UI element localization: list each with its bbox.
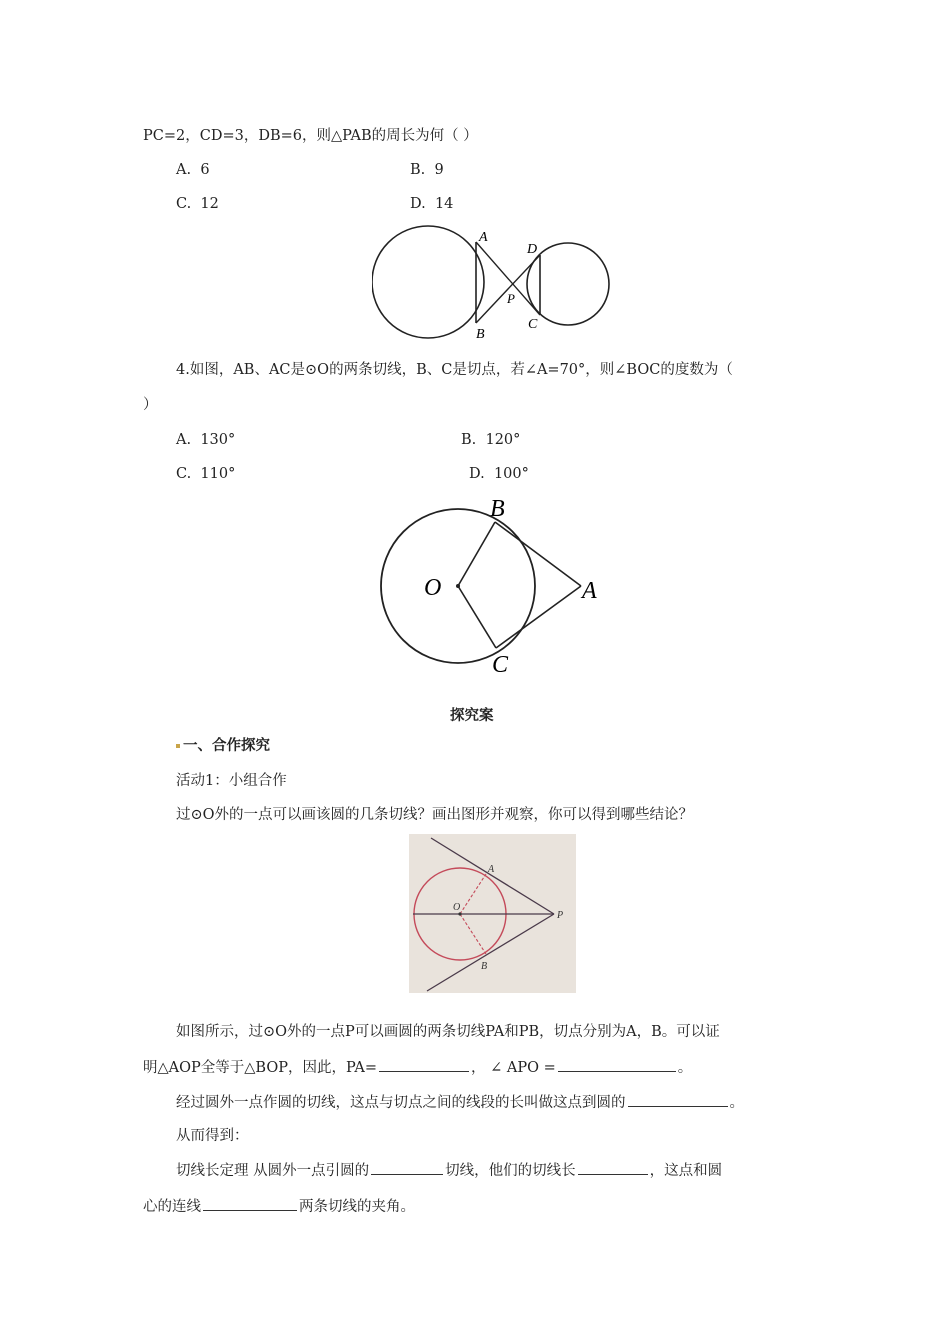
two-circles-figure <box>372 222 617 344</box>
q3-option-d: D. 14 <box>410 196 454 212</box>
blank-equal[interactable] <box>578 1160 648 1175</box>
q4-stem-cont: ） <box>143 397 158 413</box>
section-title: 探究案 <box>450 708 494 724</box>
label-a: A <box>479 230 488 245</box>
paragraph-2: 经过圆外一点作圆的切线，这点与切点之间的线段的长叫做这点到圆的 。 <box>176 1092 744 1113</box>
bullet-marker <box>176 744 180 748</box>
q4-stem: 4.如图，AB、AC是⊙O的两条切线，B、C是切点，若∠A=70°，则∠BOC的度数为（ <box>176 362 733 378</box>
q3-option-c: C. 12 <box>176 196 219 212</box>
q4-option-b: B. 120° <box>461 432 521 448</box>
blank-tangent-length[interactable] <box>628 1092 728 1107</box>
label-o: O <box>453 902 461 913</box>
tangent-ca <box>496 586 581 648</box>
q3-option-b: B. 9 <box>410 162 444 178</box>
label-a: A <box>488 864 495 875</box>
q3-stem: PC=2，CD=3，DB=6，则△PAB的周长为何（ ） <box>143 128 478 144</box>
label-c: C <box>492 652 509 678</box>
label-p: P <box>507 291 515 306</box>
theorem-line-2: 心的连线 两条切线的夹角。 <box>143 1196 415 1217</box>
blank-two[interactable] <box>371 1160 443 1175</box>
blank-apo[interactable] <box>558 1057 676 1072</box>
radius-oc <box>458 586 496 648</box>
activity-label: 活动1：小组合作 <box>176 773 287 789</box>
q3-option-a: A. 6 <box>176 162 210 178</box>
activity-question: 过⊙O外的一点可以画该圆的几条切线？画出图形并观察，你可以得到哪些结论？ <box>176 807 694 823</box>
blank-bisects[interactable] <box>203 1196 297 1211</box>
label-d: D <box>527 242 538 257</box>
circle-tangents-figure <box>378 490 608 680</box>
blank-pa[interactable] <box>379 1057 469 1072</box>
label-a: A <box>582 578 597 604</box>
theorem-line-1: 切线长定理 从圆外一点引圆的 切线，他们的切线长 ，这点和圆 <box>176 1160 722 1181</box>
paragraph-3: 从而得到： <box>176 1128 249 1144</box>
label-o: O <box>424 575 442 601</box>
paragraph-1-line-1: 如图所示，过⊙O外的一点P可以画圆的两条切线PA和PB，切点分别为A，B。可以证 <box>176 1024 720 1040</box>
section-heading: 一、合作探究 <box>176 736 270 756</box>
label-b: B <box>476 327 485 342</box>
q4-option-c: C. 110° <box>176 466 236 482</box>
label-b: B <box>490 496 505 522</box>
big-circle <box>372 226 484 338</box>
tangent-ba <box>495 522 581 586</box>
center-point <box>456 584 460 588</box>
radius-ob <box>458 522 495 586</box>
label-c: C <box>528 317 538 332</box>
tangent-bd <box>476 255 540 323</box>
q4-option-a: A. 130° <box>176 432 236 448</box>
paragraph-1-line-2: 明△AOP全等于△BOP，因此，PA= ， ∠ APO = 。 <box>143 1057 692 1078</box>
q4-option-d: D. 100° <box>469 466 529 482</box>
label-b: B <box>481 961 488 972</box>
label-p: P <box>557 910 564 921</box>
tangent-photo-figure <box>409 834 576 993</box>
